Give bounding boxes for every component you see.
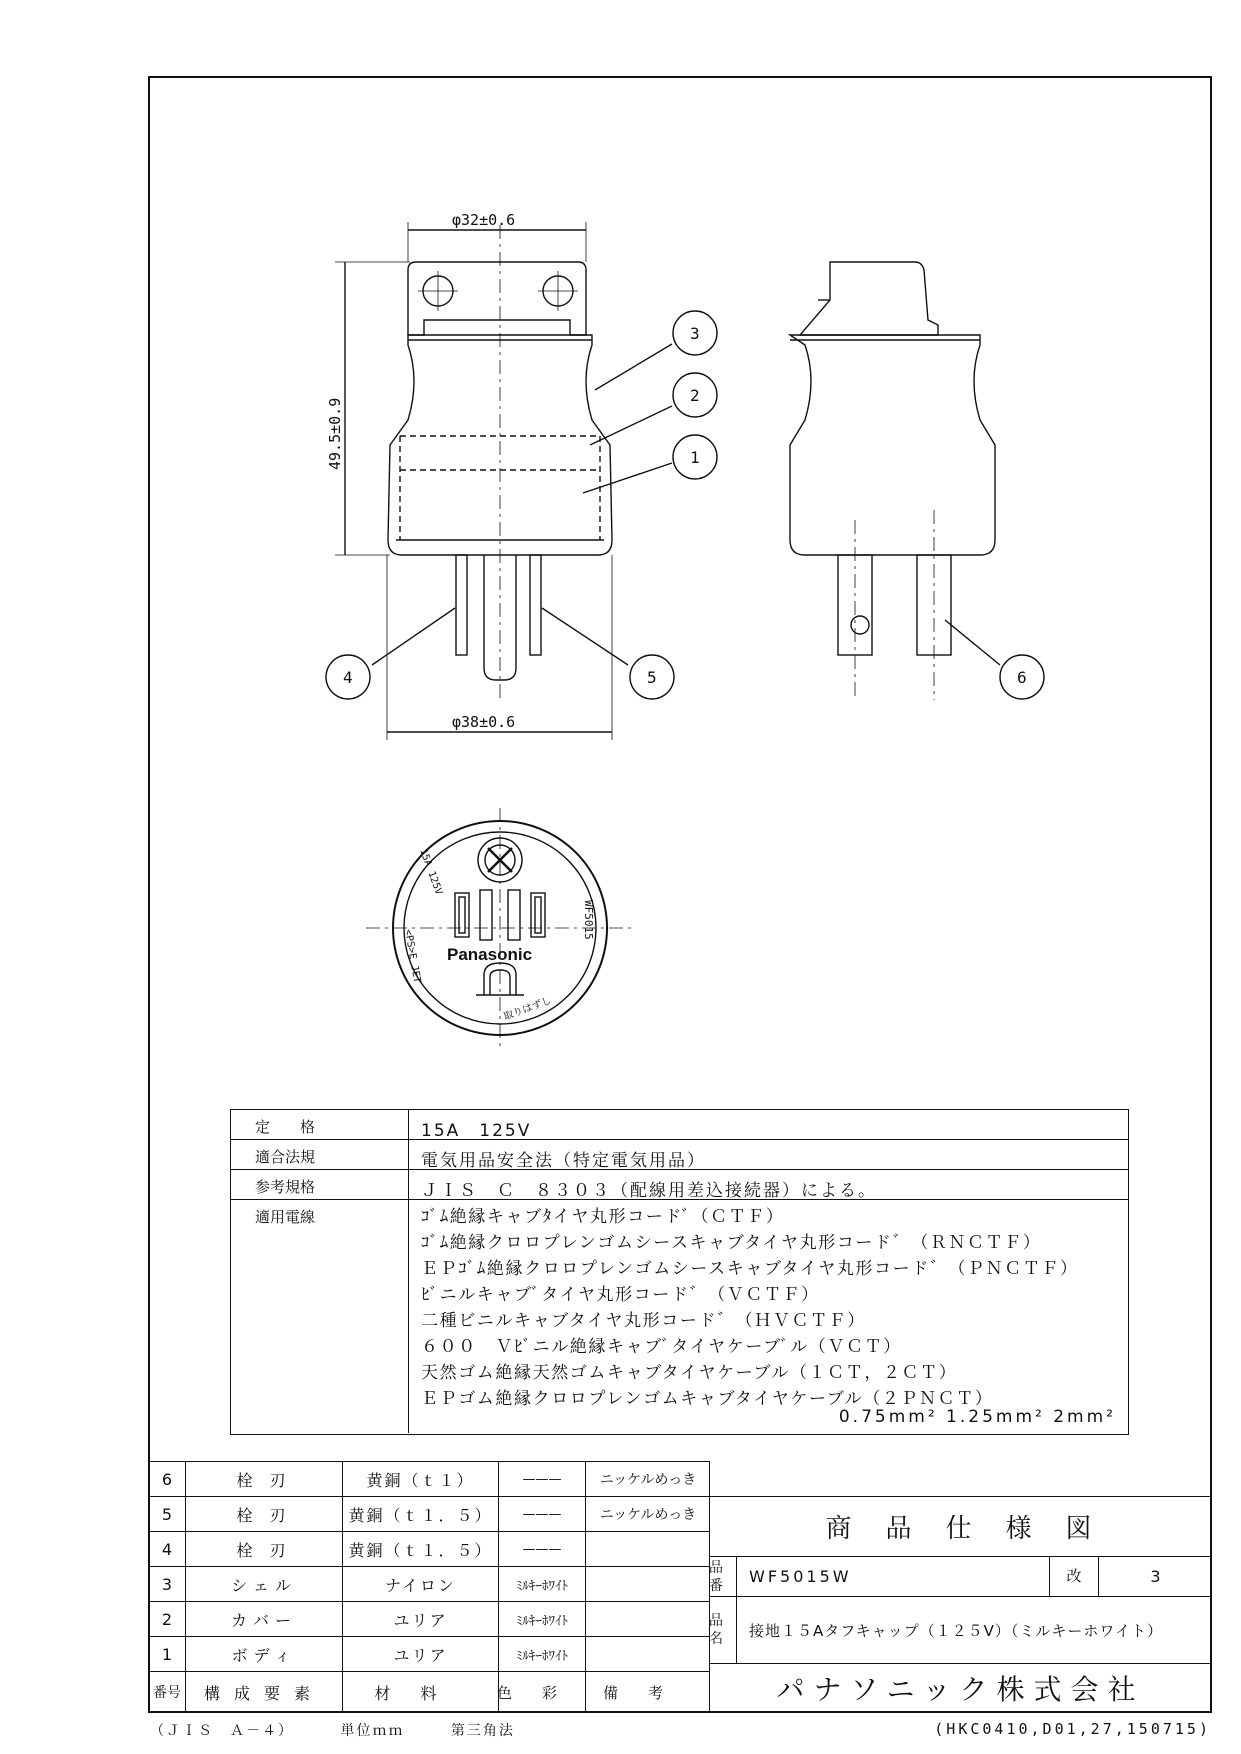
- part-name: 栓 刃: [186, 1462, 343, 1496]
- title-block: [709, 1496, 1212, 1713]
- unit: 単位ｍｍ: [340, 1723, 405, 1739]
- rev-value: 3: [1150, 1567, 1161, 1586]
- face-brand: Panasonic: [447, 945, 533, 964]
- part-note: [586, 1567, 710, 1601]
- part-note: ニッケルめっき: [599, 1507, 697, 1523]
- part-name: シェル: [186, 1567, 343, 1601]
- company-name: パナソニック株式会社: [776, 1673, 1145, 1706]
- part-no: 5: [149, 1497, 186, 1531]
- part-name: ボディ: [186, 1637, 343, 1671]
- part-no-value: WF5015W: [749, 1567, 852, 1586]
- dim-top-text: φ32±0.6: [452, 211, 516, 229]
- spec-row-law: [231, 1140, 1128, 1170]
- part-name: カバー: [186, 1602, 343, 1636]
- part-no-label: 品番: [709, 1557, 737, 1596]
- spec-row-wires: [231, 1200, 1128, 1433]
- wire-item: ｺﾞﾑ絶縁クロロプレンゴムシースキャブタイヤ丸形コード゛（ＲＮＣＴＦ）: [421, 1233, 1042, 1253]
- part-material: ユリア: [343, 1637, 499, 1671]
- face-cert: <PS>E JET: [402, 928, 423, 984]
- parts-table: [149, 1461, 710, 1712]
- dim-bottom-text: φ38±0.6: [452, 713, 516, 731]
- part-no: 3: [149, 1567, 186, 1601]
- doc-code: (HKC0410,D01,27,150715): [934, 1720, 1211, 1738]
- part-material: ユリア: [343, 1602, 499, 1636]
- spec-std-value: ＪＩＳ Ｃ ８３０３（配線用差込接続器）による。: [421, 1181, 877, 1201]
- spec-rating-label: 定 格: [231, 1110, 409, 1139]
- table-row: [149, 1462, 709, 1497]
- callout-4: 4: [343, 668, 353, 687]
- wire-item: 天然ゴム絶縁天然ゴムキャブタイヤケーブル（１ＣＴ，２ＣＴ）: [421, 1363, 958, 1383]
- spec-row-rating: [231, 1110, 1128, 1140]
- callout-5: 5: [647, 668, 657, 687]
- footer-left: [150, 1720, 515, 1740]
- projection: 第三角法: [450, 1723, 515, 1739]
- dim-height-text: 49.5±0.9: [326, 397, 344, 470]
- part-name-row: [709, 1597, 1212, 1664]
- table-row: [149, 1637, 709, 1672]
- callout-6: 6: [1017, 668, 1027, 687]
- spec-rating-value: 15A 125V: [421, 1121, 532, 1141]
- part-no: 6: [149, 1462, 186, 1496]
- part-note: [586, 1532, 710, 1566]
- wire-item: ６００ Ｖﾋﾞニル絶縁キャブﾞタイヤケーブﾞル（ＶＣＴ）: [421, 1337, 902, 1357]
- table-row: [149, 1602, 709, 1637]
- part-color: ﾐﾙｷｰﾎﾜｲﾄ: [499, 1567, 586, 1601]
- part-note: [586, 1602, 710, 1636]
- callout-3: 3: [690, 324, 700, 343]
- part-no: 4: [149, 1532, 186, 1566]
- part-material: 黄銅（ｔ１．５）: [343, 1532, 499, 1566]
- part-note: [586, 1637, 710, 1671]
- table-row: [149, 1567, 709, 1602]
- spec-law-value: 電気用品安全法（特定電気用品）: [421, 1151, 706, 1171]
- header-material: 材料: [343, 1672, 499, 1712]
- callout-2: 2: [690, 386, 700, 405]
- part-name: 栓 刃: [186, 1532, 343, 1566]
- header-color: 色彩: [499, 1672, 586, 1712]
- part-material: ナイロン: [343, 1567, 499, 1601]
- header-note: 備考: [602, 1683, 693, 1702]
- rev-label: 改: [1049, 1557, 1099, 1596]
- part-no-row: [709, 1557, 1212, 1597]
- part-color: ———: [499, 1497, 586, 1531]
- part-color: ———: [499, 1532, 586, 1566]
- wire-item: ﾋﾞニルキャブﾞタイヤ丸形コード゛（ＶＣＴＦ）: [421, 1285, 820, 1305]
- wire-sizes: 0.75mm² 1.25mm² 2mm²: [838, 1407, 1116, 1427]
- face-remove: 取りはずし: [502, 995, 554, 1023]
- part-material: 黄銅（ｔ１．５）: [343, 1497, 499, 1531]
- part-color: ﾐﾙｷｰﾎﾜｲﾄ: [499, 1637, 586, 1671]
- part-color: ﾐﾙｷｰﾎﾜｲﾄ: [499, 1602, 586, 1636]
- face-model: WF5015: [582, 900, 595, 940]
- callout-1: 1: [690, 448, 700, 467]
- part-note: ニッケルめっき: [599, 1472, 697, 1488]
- wire-item: ｺﾞﾑ絶縁キャブﾀイヤ丸形コードﾞ（ＣＴＦ）: [421, 1207, 785, 1227]
- spec-law-label: 適合法規: [231, 1140, 409, 1169]
- header-name: 構成要素: [186, 1672, 343, 1712]
- part-color: ———: [499, 1462, 586, 1496]
- part-material: 黄銅（ｔ１）: [343, 1462, 499, 1496]
- face-rating: 15A 125V: [417, 847, 444, 897]
- wire-item: 二種ビニルキャブタイヤ丸形コード゛（ＨＶＣＴＦ）: [421, 1311, 866, 1331]
- wire-item: ＥＰｺﾞﾑ絶縁クロロプレンゴムシースキャブタイヤ丸形コード゛（ＰＮＣＴＦ）: [421, 1259, 1079, 1279]
- table-row: [149, 1532, 709, 1567]
- wire-item: ＥＰゴム絶縁クロロプレンゴムキャブタイヤケーブル（２ＰＮＣＴ）: [421, 1389, 994, 1409]
- part-name: 栓 刃: [186, 1497, 343, 1531]
- part-name-value: 接地１５Aタフキャップ（１２５V）（ミルキーホワイト）: [749, 1621, 1163, 1640]
- spec-row-standard: [231, 1170, 1128, 1200]
- paper-size: （ＪＩＳ Ａ－４）: [150, 1723, 294, 1739]
- spec-wire-label: 適用電線: [231, 1200, 409, 1433]
- table-row: [149, 1497, 709, 1532]
- header-no: 番号: [149, 1672, 186, 1712]
- spec-wire-list: [421, 1204, 1118, 1412]
- spec-table: [230, 1109, 1129, 1435]
- part-no: 1: [149, 1637, 186, 1671]
- spec-std-label: 参考規格: [231, 1170, 409, 1199]
- part-name-label: 品名: [709, 1597, 737, 1663]
- doc-type: 商品仕様図: [709, 1497, 1212, 1557]
- part-no: 2: [149, 1602, 186, 1636]
- table-header-row: [149, 1672, 709, 1712]
- mount-plate: [408, 262, 586, 335]
